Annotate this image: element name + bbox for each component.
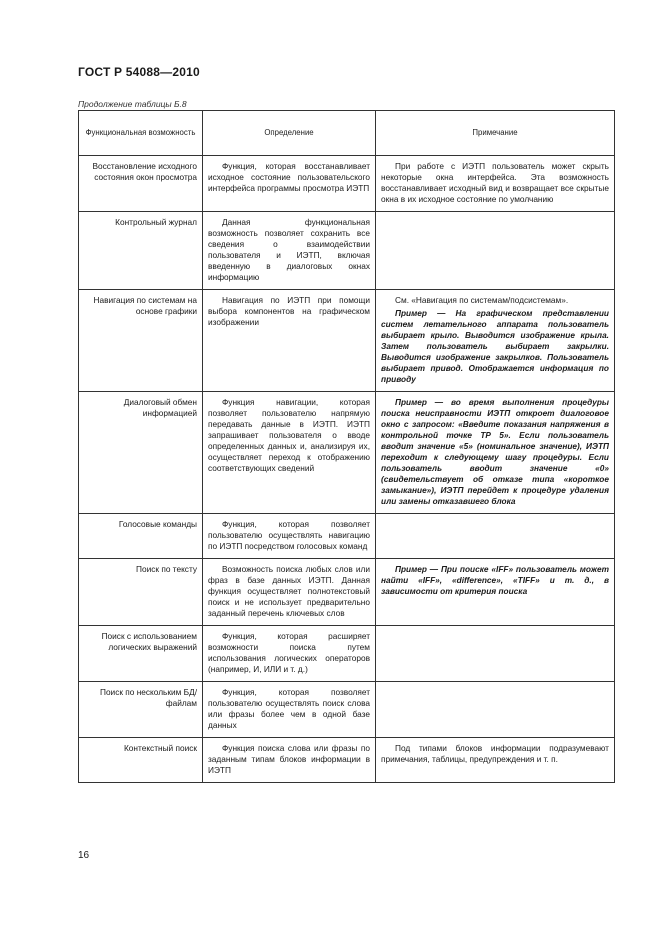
feature-cell — [79, 212, 203, 290]
table-header-row — [79, 111, 615, 156]
definition-text: Функция, которая восстанавливает исходное состояние пользовательского интерфейса программы просмотра ИЭТП — [208, 161, 370, 193]
note-cell — [376, 626, 615, 682]
table-row — [79, 626, 615, 682]
feature-text: Восстановление исходного состояния окон просмотра — [92, 161, 197, 182]
definition-text: Функция навигации, которая позволяет пользователю напрямую передавать данные в ИЭТП. ИЭТП запрашивает пользователя о вводе определенных данных и, анализируя их, осуществляет переход к отображению соответствующих сведений — [208, 397, 370, 473]
feature-cell — [79, 559, 203, 626]
feature-text: Контрольный журнал — [115, 217, 197, 227]
definition-cell — [203, 626, 376, 682]
feature-cell — [79, 514, 203, 559]
column-header-feature: Функциональная возможность — [79, 111, 203, 156]
definition-cell — [203, 514, 376, 559]
functions-table — [78, 110, 615, 783]
feature-cell — [79, 156, 203, 212]
feature-text: Диалоговый обмен информацией — [123, 397, 197, 418]
feature-text: Поиск по нескольким БД/файлам — [99, 687, 197, 708]
table-row — [79, 212, 615, 290]
definition-cell — [203, 682, 376, 738]
note-cell — [376, 392, 615, 514]
note-cell — [376, 514, 615, 559]
feature-cell — [79, 290, 203, 392]
definition-text: Функция, которая позволяет пользователю осуществлять навигацию по ИЭТП посредством голосовых команд — [208, 519, 370, 551]
note-example: Пример — При поиске «IFF» пользователь может найти «IFF», «difference», «TIFF» и т. д., в зависимости от критерия поиска — [381, 564, 609, 596]
column-header-definition: Определение — [203, 111, 376, 156]
note-example: Пример — На графическом представлении систем летательного аппарата пользователь выбирает крыло. Выводится изображение крыла. Затем пользователь выбирает закрылки. Выводится изображение закрылков. Пользователь выбирает привод. Отображается информация по приводу — [381, 308, 609, 384]
definition-text: Возможность поиска любых слов или фраз в базе данных ИЭТП. Данная функция осуществляет полнотекстовый поиск и не использует предварительно заданный перечень ключевых слов — [208, 564, 370, 618]
note-example: Пример — во время выполнения процедуры поиска неисправности ИЭТП откроет диалоговое окно с запросом: «Введите показания напряжения в контрольной точке ТР 5». Если пользователь вводит значение «5» (номинальное значение), ИЭТП переходит к следующему шагу процедуры. Если пользователь вводит значение «0» (свидетельствует об отказе типа «короткое замыкание»), ИЭТП перейдет к процедуре удаления или замены отказавшего блока — [381, 397, 609, 506]
note-cell — [376, 559, 615, 626]
table-row — [79, 514, 615, 559]
table-row — [79, 559, 615, 626]
page-number: 16 — [78, 850, 90, 861]
note-cell — [376, 738, 615, 783]
note-text: При работе с ИЭТП пользователь может скрыть некоторые окна интерфейса. Эта возможность восстанавливает исходный вид и возвращает все скрытые окна в их исходное состояние по умолчанию — [381, 161, 609, 204]
note-cell — [376, 682, 615, 738]
definition-text: Функция поиска слова или фразы по заданным типам блоков информации в ИЭТП — [208, 743, 370, 775]
table-row — [79, 290, 615, 392]
table-continuation-label: Продолжение таблицы Б.8 — [78, 99, 187, 109]
definition-text: Данная функциональная возможность позволяет сохранить все сведения о взаимодействии пользователя и ИЭТП, включая введенную в диалоговых окнах информацию — [208, 217, 370, 282]
feature-text: Навигация по системам на основе графики — [93, 295, 197, 316]
feature-cell — [79, 626, 203, 682]
feature-cell — [79, 392, 203, 514]
note-cell — [376, 156, 615, 212]
definition-text: Навигация по ИЭТП при помощи выбора компонентов на графическом изображении — [208, 295, 370, 327]
feature-text: Поиск по тексту — [136, 564, 197, 574]
note-cell — [376, 290, 615, 392]
definition-text: Функция, которая расширяет возможности поиска путем использования логических операторов (например, И, ИЛИ и т. д.) — [208, 631, 370, 674]
definition-cell — [203, 738, 376, 783]
feature-text: Контекстный поиск — [123, 743, 197, 753]
feature-text: Поиск с использованием логических выражений — [101, 631, 197, 652]
feature-cell — [79, 682, 203, 738]
feature-cell — [79, 738, 203, 783]
feature-text: Голосовые команды — [118, 519, 197, 529]
definition-cell — [203, 290, 376, 392]
definition-cell — [203, 212, 376, 290]
definition-cell — [203, 156, 376, 212]
note-text: См. «Навигация по системам/подсистемам». — [395, 295, 569, 305]
table-row — [79, 738, 615, 783]
table-row — [79, 682, 615, 738]
document-id: ГОСТ Р 54088—2010 — [78, 65, 200, 79]
note-cell — [376, 212, 615, 290]
table-row — [79, 156, 615, 212]
definition-cell — [203, 392, 376, 514]
definition-cell — [203, 559, 376, 626]
column-header-note: Примечание — [376, 111, 615, 156]
note-text: Под типами блоков информации подразумевают примечания, таблицы, предупреждения и т. п. — [381, 743, 609, 764]
definition-text: Функция, которая позволяет пользователю осуществлять поиск слова или фразы более чем в одной базе данных — [208, 687, 370, 730]
table-row — [79, 392, 615, 514]
